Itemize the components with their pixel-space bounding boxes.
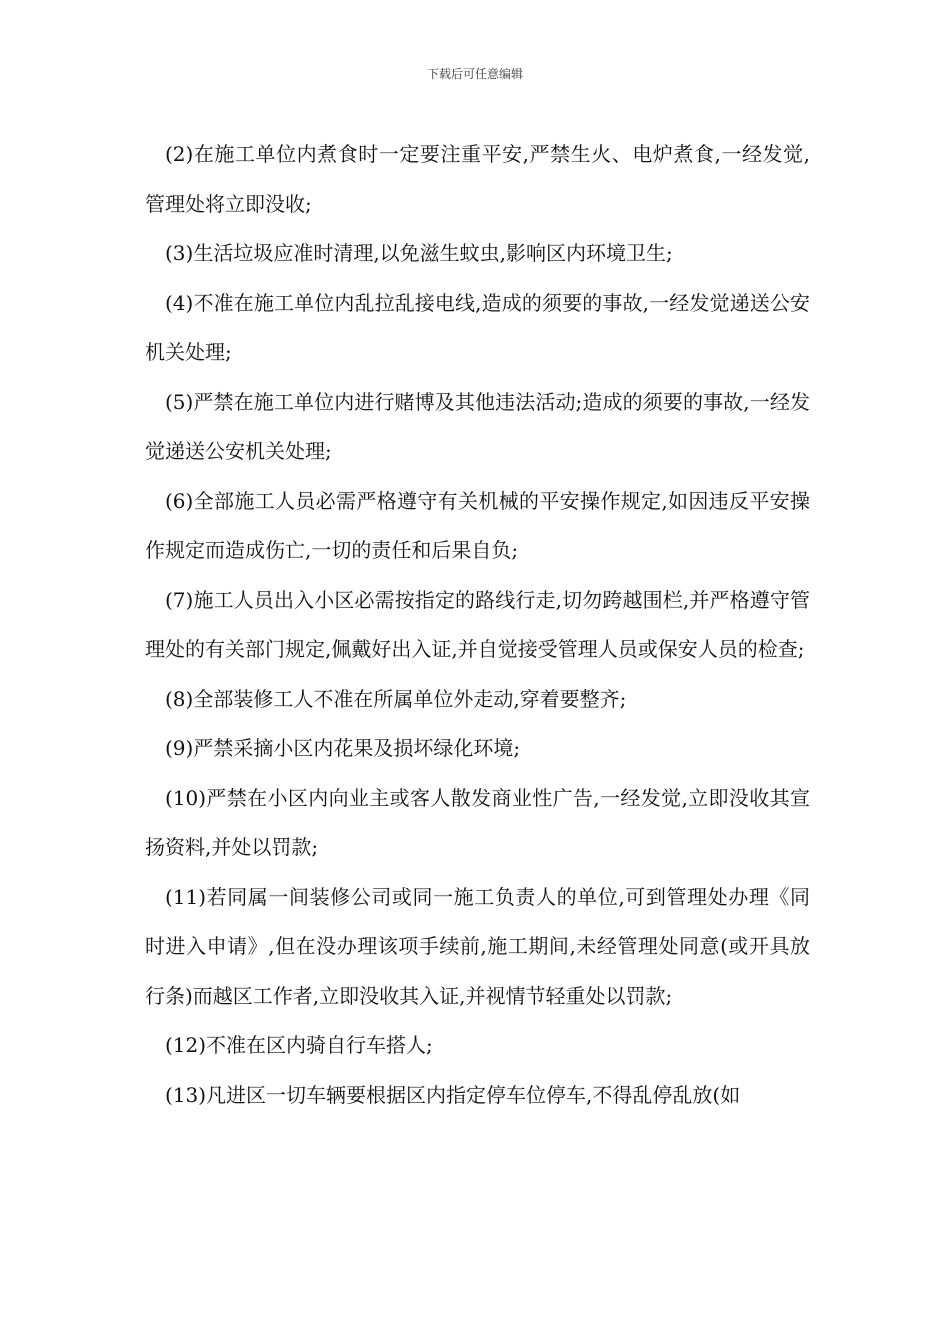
paragraph-item-4: (4)不准在施工单位内乱拉乱接电线,造成的须要的事故,一经发觉递送公安机关处理;: [145, 290, 810, 364]
paragraph-item-10: (10)严禁在小区内向业主或客人散发商业性广告,一经发觉,立即没收其宣扬资料,并处以罚款;: [145, 785, 810, 859]
paragraph-item-12: (12)不准在区内骑自行车搭人;: [165, 1033, 433, 1057]
document-body: [145, 130, 810, 1120]
paragraph-item-9: (9)严禁采摘小区内花果及损坏绿化环境;: [165, 736, 521, 760]
paragraph-item-3: (3)生活垃圾应准时清理,以免滋生蚊虫,影响区内环境卫生;: [165, 241, 673, 265]
paragraph-item-13: (13)凡进区一切车辆要根据区内指定停车位停车,不得乱停乱放(如: [165, 1082, 741, 1107]
paragraph-item-11: (11)若同属一间装修公司或同一施工负责人的单位,可到管理处办理《同时进入申请》,但在没办理该项手续前,施工期间,未经管理处同意(或开具放行条)而越区工作者,立即没收其入证,并视情节轻重处以罚款;: [145, 884, 810, 1008]
paragraph-item-6: (6)全部施工人员必需严格遵守有关机械的平安操作规定,如因违反平安操作规定而造成伤亡,一切的责任和后果自负;: [145, 488, 810, 562]
paragraph-item-5: (5)严禁在施工单位内进行赌博及其他违法活动;造成的须要的事故,一经发觉递送公安机关处理;: [145, 389, 810, 463]
paragraph-item-8: (8)全部装修工人不准在所属单位外走动,穿着要整齐;: [165, 686, 627, 711]
header-note: 下载后可任意编辑: [426, 67, 523, 81]
paragraph-item-2: (2)在施工单位内煮食时一定要注重平安,严禁生火、电炉煮食,一经发觉,管理处将立即没收;: [145, 142, 810, 216]
paragraph-item-7: (7)施工人员出入小区必需按指定的路线行走,切勿跨越围栏,并严格遵守管理处的有关部门规定,佩戴好出入证,并自觉接受管理人员或保安人员的检查;: [145, 587, 810, 661]
